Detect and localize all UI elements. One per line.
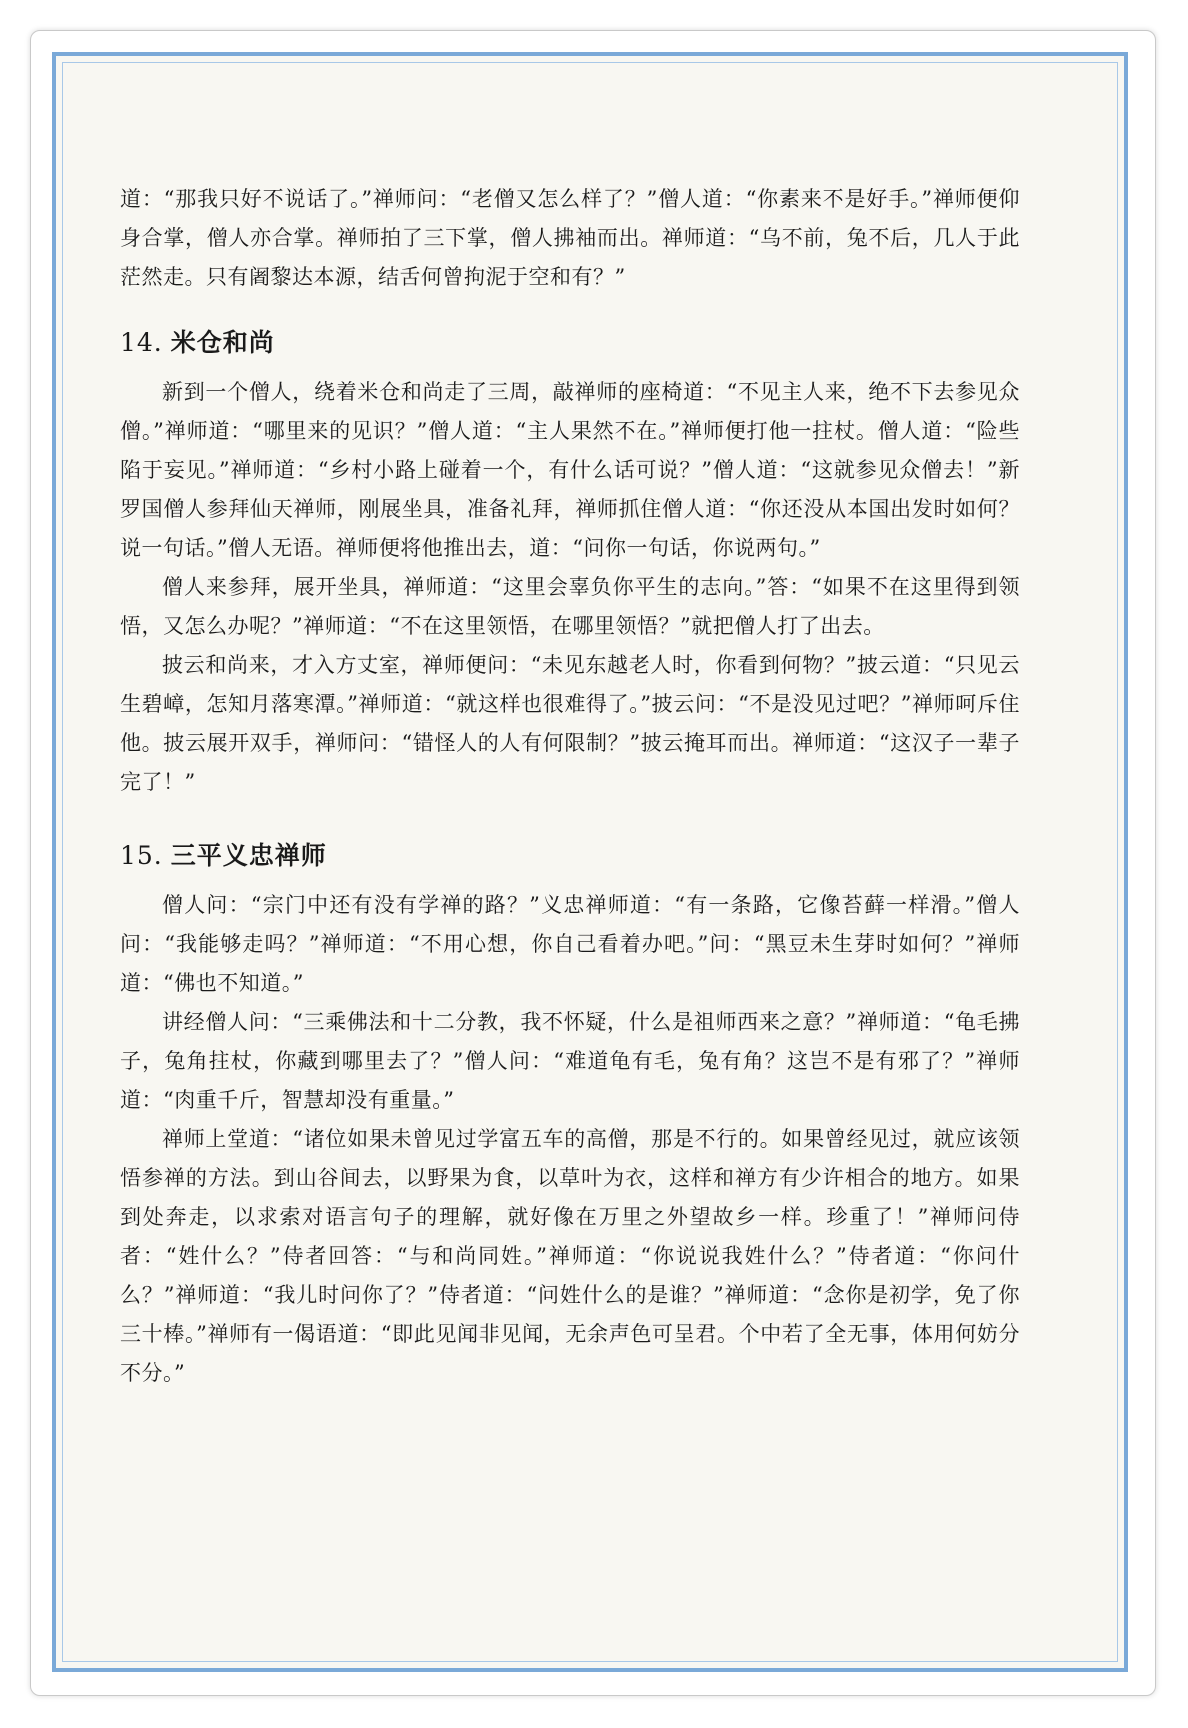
paragraph: 僧人来参拜，展开坐具，禅师道：“这里会辜负你平生的志向。”答：“如果不在这里得到领悟，又怎么办呢？”禅师道：“不在这里领悟，在哪里领悟？”就把僧人打了出去。 [120,575,1020,638]
section-number: 15. [120,841,163,870]
paragraph: 僧人问：“宗门中还有没有学禅的路？”义忠禅师道：“有一条路，它像苔藓一样滑。”僧人问：“我能够走吗？”禅师道：“不用心想，你自己看着办吧。”问：“黑豆未生芽时如何？”禅师道：“佛也不知道。” [120,893,1020,995]
section-heading-14 [120,323,1020,359]
paragraph: 讲经僧人问：“三乘佛法和十二分教，我不怀疑，什么是祖师西来之意？”禅师道：“龟毛拂子，兔角拄杖，你藏到哪里去了？”僧人问：“难道龟有毛，兔有角？这岂不是有邪了？”禅师道：“肉重千斤，智慧却没有重量。” [120,1010,1020,1112]
document-body [120,180,1020,1393]
section-title: 三平义忠禅师 [170,841,327,870]
section-heading-15 [120,836,1020,872]
paragraph: 披云和尚来，才入方丈室，禅师便问：“未见东越老人时，你看到何物？”披云道：“只见云生碧嶂，怎知月落寒潭。”禅师道：“就这样也很难得了。”披云问：“不是没见过吧？”禅师呵斥住他。披云展开双手，禅师问：“错怪人的人有何限制？”披云掩耳而出。禅师道：“这汉子一辈子完了！” [120,653,1020,794]
section-title: 米仓和尚 [170,328,275,357]
paragraph-continuation: 道：“那我只好不说话了。”禅师问：“老僧又怎么样了？”僧人道：“你素来不是好手。”禅师便仰身合掌，僧人亦合掌。禅师拍了三下掌，僧人拂袖而出。禅师道：“乌不前，兔不后，几人于此茫然走。只有阇黎达本源，结舌何曾拘泥于空和有？” [120,187,1020,289]
section-number: 14. [120,328,163,357]
paragraph: 新到一个僧人，绕着米仓和尚走了三周，敲禅师的座椅道：“不见主人来，绝不下去参见众僧。”禅师道：“哪里来的见识？”僧人道：“主人果然不在。”禅师便打他一拄杖。僧人道：“险些陷于妄见。”禅师道：“乡村小路上碰着一个，有什么话可说？”僧人道：“这就参见众僧去！”新罗国僧人参拜仙天禅师，刚展坐具，准备礼拜，禅师抓住僧人道：“你还没从本国出发时如何？说一句话。”僧人无语。禅师便将他推出去，道：“问你一句话，你说两句。” [120,380,1020,560]
paragraph: 禅师上堂道：“诸位如果未曾见过学富五车的高僧，那是不行的。如果曾经见过，就应该领悟参禅的方法。到山谷间去，以野果为食，以草叶为衣，这样和禅方有少许相合的地方。如果到处奔走，以求索对语言句子的理解，就好像在万里之外望故乡一样。珍重了！”禅师问侍者：“姓什么？”侍者回答：“与和尚同姓。”禅师道：“你说说我姓什么？”侍者道：“你问什么？”禅师道：“我儿时问你了？”侍者道：“问姓什么的是谁？”禅师道：“念你是初学，免了你三十棒。”禅师有一偈语道：“即此见闻非见闻，无余声色可呈君。个中若了全无事，体用何妨分不分。” [120,1127,1020,1385]
